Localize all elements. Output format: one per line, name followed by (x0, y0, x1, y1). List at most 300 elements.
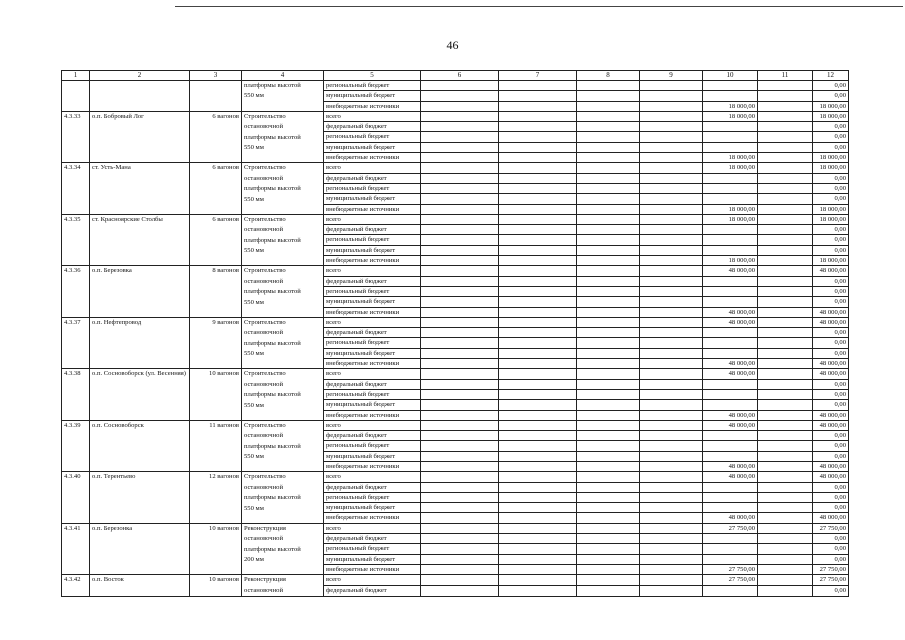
cell-col-12: 0,00 (813, 389, 849, 399)
cell-col-12: 0,00 (813, 81, 849, 91)
item-name: о.п. Терентьево (90, 472, 190, 523)
cell-col-11 (758, 328, 813, 338)
cell-col-10 (703, 379, 758, 389)
cell-col-7 (499, 338, 577, 348)
description-line: платформы высотой (244, 133, 301, 141)
cell-col-7 (499, 183, 577, 193)
funding-source: внебюджетные источники (324, 359, 421, 369)
cell-col-7 (499, 348, 577, 358)
cell-col-7 (499, 307, 577, 317)
cell-col-11 (758, 359, 813, 369)
cell-col-12: 0,00 (813, 245, 849, 255)
description-line: остановочной (244, 174, 283, 182)
cell-col-12: 0,00 (813, 534, 849, 544)
column-number-row (62, 71, 849, 81)
cell-col-10 (703, 400, 758, 410)
cell-col-7 (499, 410, 577, 420)
cell-col-6 (421, 91, 499, 101)
description-line: Строительство (244, 370, 286, 378)
cell-col-10 (703, 235, 758, 245)
description-line: 550 мм (244, 401, 264, 409)
cell-col-12: 0,00 (813, 276, 849, 286)
cell-col-9 (640, 554, 703, 564)
cell-col-8 (577, 214, 640, 224)
description-line: Реконструкция (244, 576, 286, 584)
description-line: платформы высотой (244, 236, 301, 244)
cell-col-8 (577, 225, 640, 235)
cell-col-6 (421, 461, 499, 471)
description-line: остановочной (244, 483, 283, 491)
cell-col-11 (758, 245, 813, 255)
cell-col-9 (640, 534, 703, 544)
cell-col-12: 0,00 (813, 492, 849, 502)
cell-col-9 (640, 575, 703, 586)
column-number: 2 (90, 71, 190, 81)
cell-col-12: 0,00 (813, 400, 849, 410)
cell-col-12: 0,00 (813, 286, 849, 296)
cell-col-11 (758, 348, 813, 358)
cell-col-8 (577, 369, 640, 379)
item-name: ст. Красноярские Столбы (90, 214, 190, 265)
item-description (242, 111, 324, 162)
cell-col-7 (499, 369, 577, 379)
cell-col-8 (577, 338, 640, 348)
cell-col-10 (703, 81, 758, 91)
cell-col-6 (421, 153, 499, 163)
cell-col-10: 27 750,00 (703, 523, 758, 533)
cell-col-6 (421, 297, 499, 307)
top-rule (175, 6, 903, 7)
item-description (242, 472, 324, 523)
cell-col-9 (640, 266, 703, 276)
cell-col-9 (640, 194, 703, 204)
cell-col-8 (577, 235, 640, 245)
cell-col-7 (499, 204, 577, 214)
column-number: 9 (640, 71, 703, 81)
cell-col-8 (577, 410, 640, 420)
cell-col-6 (421, 348, 499, 358)
cell-col-12: 0,00 (813, 338, 849, 348)
description-line: 550 мм (244, 144, 264, 152)
cell-col-6 (421, 472, 499, 482)
column-number: 8 (577, 71, 640, 81)
cell-col-9 (640, 544, 703, 554)
cell-col-10 (703, 122, 758, 132)
cell-col-7 (499, 286, 577, 296)
cell-col-11 (758, 235, 813, 245)
cell-col-8 (577, 286, 640, 296)
description-line: 550 мм (244, 247, 264, 255)
cell-col-10 (703, 245, 758, 255)
cell-col-11 (758, 297, 813, 307)
cell-col-10 (703, 441, 758, 451)
cell-col-11 (758, 256, 813, 266)
cell-col-10 (703, 328, 758, 338)
cell-col-12: 0,00 (813, 503, 849, 513)
cell-col-11 (758, 132, 813, 142)
description-line: остановочной (244, 123, 283, 131)
description-line: платформы высотой (244, 82, 301, 89)
description-line: 550 мм (244, 195, 264, 203)
cell-col-9 (640, 410, 703, 420)
cell-col-10: 18 000,00 (703, 111, 758, 121)
funding-source: внебюджетные источники (324, 101, 421, 111)
cell-col-10 (703, 297, 758, 307)
cell-col-11 (758, 554, 813, 564)
cell-col-6 (421, 492, 499, 502)
cell-col-9 (640, 235, 703, 245)
cell-col-7 (499, 575, 577, 586)
description-line: платформы высотой (244, 185, 301, 193)
item-description (242, 420, 324, 471)
item-wagons: 9 вагонов (190, 317, 242, 368)
funding-source: федеральный бюджет (324, 482, 421, 492)
funding-source: федеральный бюджет (324, 431, 421, 441)
cell-col-8 (577, 101, 640, 111)
cell-col-9 (640, 441, 703, 451)
cell-col-12: 18 000,00 (813, 101, 849, 111)
cell-col-11 (758, 544, 813, 554)
cell-col-10: 48 000,00 (703, 266, 758, 276)
description-line: остановочной (244, 535, 283, 543)
cell-col-11 (758, 420, 813, 430)
funding-source: муниципальный бюджет (324, 142, 421, 152)
cell-col-9 (640, 359, 703, 369)
cell-col-9 (640, 122, 703, 132)
table-row (62, 317, 849, 327)
cell-col-8 (577, 276, 640, 286)
cell-col-10: 18 000,00 (703, 101, 758, 111)
cell-col-9 (640, 142, 703, 152)
cell-col-7 (499, 245, 577, 255)
cell-col-8 (577, 317, 640, 327)
cell-col-7 (499, 111, 577, 121)
cell-col-11 (758, 225, 813, 235)
cell-col-11 (758, 122, 813, 132)
funding-source: региональный бюджет (324, 492, 421, 502)
item-number: 4.3.41 (62, 523, 90, 574)
cell-col-6 (421, 379, 499, 389)
cell-col-8 (577, 183, 640, 193)
funding-source: всего (324, 420, 421, 430)
cell-col-9 (640, 482, 703, 492)
cell-col-8 (577, 564, 640, 574)
cell-col-6 (421, 400, 499, 410)
item-wagons (190, 81, 242, 112)
cell-col-10 (703, 276, 758, 286)
cell-col-11 (758, 482, 813, 492)
cell-col-8 (577, 348, 640, 358)
cell-col-7 (499, 534, 577, 544)
cell-col-11 (758, 111, 813, 121)
cell-col-10 (703, 132, 758, 142)
cell-col-12: 48 000,00 (813, 317, 849, 327)
funding-source: федеральный бюджет (324, 328, 421, 338)
item-number: 4.3.40 (62, 472, 90, 523)
funding-source: региональный бюджет (324, 338, 421, 348)
page-number: 46 (446, 38, 459, 52)
cell-col-8 (577, 400, 640, 410)
cell-col-10: 48 000,00 (703, 472, 758, 482)
cell-col-7 (499, 256, 577, 266)
funding-source: всего (324, 369, 421, 379)
cell-col-9 (640, 389, 703, 399)
cell-col-6 (421, 122, 499, 132)
cell-col-6 (421, 564, 499, 574)
cell-col-11 (758, 214, 813, 224)
funding-source: всего (324, 163, 421, 173)
item-wagons: 11 вагонов (190, 420, 242, 471)
cell-col-11 (758, 441, 813, 451)
cell-col-11 (758, 431, 813, 441)
column-number: 5 (324, 71, 421, 81)
cell-col-9 (640, 564, 703, 574)
cell-col-8 (577, 472, 640, 482)
cell-col-11 (758, 472, 813, 482)
cell-col-9 (640, 173, 703, 183)
funding-source: федеральный бюджет (324, 173, 421, 183)
cell-col-10 (703, 173, 758, 183)
item-wagons: 8 вагонов (190, 266, 242, 317)
cell-col-12: 27 750,00 (813, 523, 849, 533)
item-name: о.п. Восток (90, 575, 190, 597)
cell-col-9 (640, 513, 703, 523)
description-line: Строительство (244, 215, 286, 223)
cell-col-9 (640, 338, 703, 348)
funding-source: внебюджетные источники (324, 307, 421, 317)
cell-col-8 (577, 431, 640, 441)
cell-col-6 (421, 142, 499, 152)
description-line: остановочной (244, 226, 283, 234)
description-line: остановочной (244, 380, 283, 388)
table-row (62, 266, 849, 276)
cell-col-7 (499, 523, 577, 533)
description-line: Строительство (244, 164, 286, 172)
cell-col-7 (499, 266, 577, 276)
item-name: о.п. Березонка (90, 523, 190, 574)
cell-col-11 (758, 338, 813, 348)
cell-col-10: 18 000,00 (703, 153, 758, 163)
cell-col-9 (640, 245, 703, 255)
funding-source: внебюджетные источники (324, 256, 421, 266)
funding-source: муниципальный бюджет (324, 297, 421, 307)
cell-col-10 (703, 338, 758, 348)
description-line: 200 мм (244, 555, 264, 563)
cell-col-7 (499, 214, 577, 224)
funding-source: муниципальный бюджет (324, 91, 421, 101)
item-number: 4.3.42 (62, 575, 90, 597)
column-number: 3 (190, 71, 242, 81)
cell-col-8 (577, 389, 640, 399)
cell-col-10 (703, 492, 758, 502)
cell-col-11 (758, 153, 813, 163)
cell-col-7 (499, 379, 577, 389)
cell-col-8 (577, 534, 640, 544)
cell-col-12: 0,00 (813, 183, 849, 193)
cell-col-7 (499, 420, 577, 430)
cell-col-10: 18 000,00 (703, 214, 758, 224)
cell-col-11 (758, 451, 813, 461)
funding-source: всего (324, 266, 421, 276)
description-line: Строительство (244, 267, 286, 275)
description-line: остановочной (244, 586, 283, 594)
cell-col-10: 48 000,00 (703, 420, 758, 430)
cell-col-12: 48 000,00 (813, 420, 849, 430)
cell-col-7 (499, 431, 577, 441)
cell-col-8 (577, 153, 640, 163)
funding-source: муниципальный бюджет (324, 348, 421, 358)
cell-col-9 (640, 431, 703, 441)
funding-source: федеральный бюджет (324, 122, 421, 132)
cell-col-9 (640, 328, 703, 338)
cell-col-9 (640, 111, 703, 121)
funding-source: федеральный бюджет (324, 534, 421, 544)
funding-source: всего (324, 523, 421, 533)
cell-col-9 (640, 523, 703, 533)
cell-col-6 (421, 431, 499, 441)
cell-col-7 (499, 564, 577, 574)
cell-col-8 (577, 482, 640, 492)
cell-col-9 (640, 369, 703, 379)
funding-source: федеральный бюджет (324, 276, 421, 286)
cell-col-6 (421, 328, 499, 338)
cell-col-6 (421, 111, 499, 121)
cell-col-7 (499, 235, 577, 245)
cell-col-9 (640, 101, 703, 111)
cell-col-8 (577, 245, 640, 255)
cell-col-7 (499, 503, 577, 513)
cell-col-11 (758, 369, 813, 379)
cell-col-12: 0,00 (813, 441, 849, 451)
cell-col-8 (577, 359, 640, 369)
cell-col-10 (703, 451, 758, 461)
cell-col-9 (640, 276, 703, 286)
cell-col-9 (640, 297, 703, 307)
description-line: Реконструкция (244, 524, 286, 532)
item-number: 4.3.34 (62, 163, 90, 214)
cell-col-7 (499, 122, 577, 132)
cell-col-11 (758, 81, 813, 91)
item-number: 4.3.39 (62, 420, 90, 471)
funding-source: региональный бюджет (324, 389, 421, 399)
cell-col-9 (640, 286, 703, 296)
cell-col-6 (421, 163, 499, 173)
cell-col-12: 27 750,00 (813, 575, 849, 586)
funding-source: всего (324, 111, 421, 121)
item-name: ст. Усть-Мана (90, 163, 190, 214)
cell-col-8 (577, 122, 640, 132)
cell-col-7 (499, 544, 577, 554)
description-line: 550 мм (244, 453, 264, 461)
cell-col-8 (577, 91, 640, 101)
cell-col-6 (421, 451, 499, 461)
cell-col-9 (640, 163, 703, 173)
item-name: о.п. Сосновоборск (ул. Весенняя) (90, 369, 190, 420)
cell-col-8 (577, 492, 640, 502)
cell-col-10 (703, 431, 758, 441)
cell-col-9 (640, 214, 703, 224)
cell-col-8 (577, 544, 640, 554)
cell-col-8 (577, 266, 640, 276)
cell-col-11 (758, 564, 813, 574)
cell-col-11 (758, 410, 813, 420)
cell-col-9 (640, 225, 703, 235)
cell-col-10: 18 000,00 (703, 204, 758, 214)
cell-col-12: 0,00 (813, 194, 849, 204)
cell-col-8 (577, 451, 640, 461)
cell-col-9 (640, 586, 703, 597)
cell-col-7 (499, 472, 577, 482)
funding-source: внебюджетные источники (324, 153, 421, 163)
cell-col-10 (703, 142, 758, 152)
cell-col-7 (499, 441, 577, 451)
cell-col-9 (640, 91, 703, 101)
cell-col-11 (758, 586, 813, 597)
cell-col-12: 18 000,00 (813, 111, 849, 121)
cell-col-9 (640, 317, 703, 327)
cell-col-8 (577, 575, 640, 586)
cell-col-11 (758, 503, 813, 513)
cell-col-6 (421, 225, 499, 235)
description-line: остановочной (244, 277, 283, 285)
cell-col-11 (758, 91, 813, 101)
cell-col-9 (640, 183, 703, 193)
cell-col-6 (421, 534, 499, 544)
cell-col-6 (421, 101, 499, 111)
cell-col-12: 18 000,00 (813, 204, 849, 214)
column-number: 1 (62, 71, 90, 81)
cell-col-10 (703, 91, 758, 101)
cell-col-11 (758, 534, 813, 544)
cell-col-6 (421, 369, 499, 379)
item-number: 4.3.35 (62, 214, 90, 265)
funding-source: муниципальный бюджет (324, 194, 421, 204)
cell-col-11 (758, 317, 813, 327)
cell-col-12: 0,00 (813, 554, 849, 564)
cell-col-11 (758, 204, 813, 214)
cell-col-11 (758, 173, 813, 183)
cell-col-7 (499, 389, 577, 399)
cell-col-9 (640, 379, 703, 389)
cell-col-9 (640, 503, 703, 513)
cell-col-7 (499, 359, 577, 369)
cell-col-8 (577, 204, 640, 214)
cell-col-12: 0,00 (813, 132, 849, 142)
item-wagons: 12 вагонов (190, 472, 242, 523)
cell-col-7 (499, 194, 577, 204)
cell-col-6 (421, 245, 499, 255)
item-wagons: 10 вагонов (190, 523, 242, 574)
funding-source: региональный бюджет (324, 286, 421, 296)
funding-source: всего (324, 214, 421, 224)
cell-col-12: 48 000,00 (813, 359, 849, 369)
cell-col-10: 48 000,00 (703, 369, 758, 379)
cell-col-9 (640, 132, 703, 142)
cell-col-12: 0,00 (813, 451, 849, 461)
cell-col-11 (758, 575, 813, 586)
cell-col-9 (640, 204, 703, 214)
cell-col-9 (640, 461, 703, 471)
cell-col-7 (499, 513, 577, 523)
cell-col-10 (703, 225, 758, 235)
item-name (90, 81, 190, 112)
cell-col-10 (703, 389, 758, 399)
cell-col-10 (703, 194, 758, 204)
funding-source: внебюджетные источники (324, 461, 421, 471)
description-line: остановочной (244, 329, 283, 337)
cell-col-12: 0,00 (813, 348, 849, 358)
cell-col-9 (640, 348, 703, 358)
